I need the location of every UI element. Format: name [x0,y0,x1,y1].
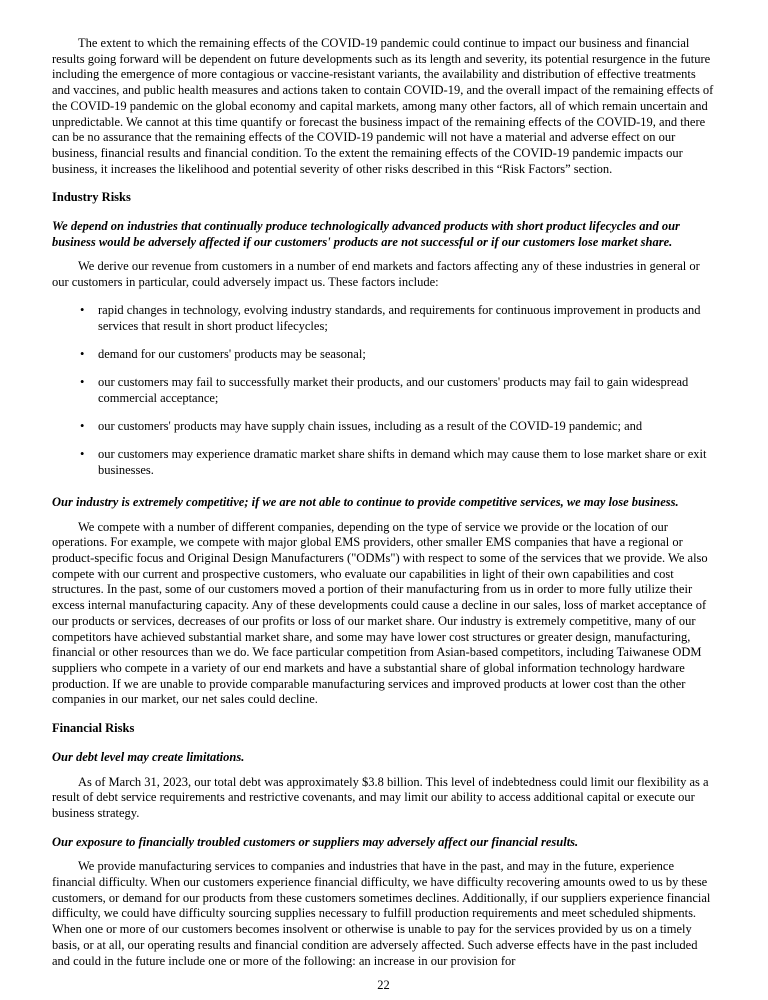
bullet-text: rapid changes in technology, evolving industry standards, and requirements for continuous improvement in products and services that result in short product lifecycles; [98,302,701,333]
bullet-icon: • [80,418,85,433]
page-number: 22 [377,978,390,993]
risk-factor-bullet-list [52,303,715,491]
paragraph-competition: We compete with a number of different companies, depending on the type of service we provide or the location of our operations. For example, we compete with major global EMS providers, other smaller EMS companies that have a regional or product-specific focus and Original Design Manufacturers ("ODMs") with respect to some of the services that we provide. We also compete with our current and prospective customers, who evaluate our capabilities in light of their own capabilities and cost structures. In the past, some of our customers moved a portion of their manufacturing from us in order to more fully utilize their excess internal manufacturing capacity. Any of these developments could cause a decline in our sales, loss of market acceptance of our products or services, decreases of our profits or loss of our market share. Our industry is extremely competitive, many of our competitors have achieved substantial market share, and some may have lower cost structures or greater design, manufacturing, financial or other resources than we do. We face particular competition from Asian-based competitors, including Taiwanese ODM suppliers who compete in a variety of our end markets and have a substantial share of global information technology hardware production. If we are unable to provide comparable manufacturing services and improved products at lower cost than the other companies in our market, our net sales could decline. [52,519,708,707]
paragraph-financially-troubled: We provide manufacturing services to companies and industries that have in the past, and may in the future, experience financial difficulty. When our customers experience financial difficulty, we have difficulty recovering amounts owed to us by these customers, or demand for our products from these customers sometimes declines. Additionally, if our suppliers experience financial difficulty, we could have difficulty sourcing supplies necessary to fulfill production requirements and meet scheduled shipments. When one or more of our customers becomes insolvent or otherwise is unable to pay for the services provided by us on a timely basis, or at all, our operating results and financial condition are adversely affected. Such adverse effects have in the past included and could in the future include one or more of the following: an increase in our provision for [52,859,711,968]
risk-statement-debt-level: Our debt level may create limitations. [52,749,245,764]
list-item [80,419,715,435]
risk-statement-financially-troubled: Our exposure to financially troubled customers or suppliers may adversely affect our financial results. [52,834,579,849]
list-item [80,347,715,363]
bullet-text: demand for our customers' products may be seasonal; [98,346,366,361]
bullet-text: our customers' products may have supply chain issues, including as a result of the COVID-19 pandemic; and [98,418,643,433]
bullet-icon: • [80,447,85,462]
paragraph-covid-impact: The extent to which the remaining effects of the COVID-19 pandemic could continue to impact our business and financial results going forward will be dependent on future developments such as its length and severity, its potential resurgence in the future including the emergence of more contagious or vaccine-resistant variants, the availability and distribution of effective treatments and vaccines, and public health measures and actions taken to contain COVID-19, and the overall impact of the remaining effects of the COVID-19 pandemic on the global economy and capital markets, among many other factors, all of which remain uncertain and unpredictable. We cannot at this time quantify or forecast the business impact of the remaining effects of the COVID-19, and there can be no assurance that the remaining effects of the COVID-19 pandemic will not have a material and adverse effect on our business, financial results and financial condition. To the extent the remaining effects of the COVID-19 pandemic impacts our business, it increases the likelihood and potential severity of other risks described in this “Risk Factors” section. [52,36,714,176]
bullet-text: our customers may fail to successfully market their products, and our customers' products may fail to gain widespread commercial acceptance; [98,374,689,405]
list-item [80,303,715,334]
bullet-icon: • [80,346,85,361]
bullet-icon: • [80,302,85,317]
paragraph-revenue-factors: We derive our revenue from customers in a number of end markets and factors affecting any of these industries in general or our customers in particular, could adversely impact us. These factors include: [52,259,700,290]
section-heading-industry-risks: Industry Risks [52,190,131,205]
paragraph-debt: As of March 31, 2023, our total debt was approximately $3.8 billion. This level of indebtedness could limit our flexibility as a result of debt service requirements and restrictive covenants, and may limit our ability to access additional capital or execute our business strategy. [52,774,709,820]
list-item [80,447,715,478]
bullet-icon: • [80,374,85,389]
bullet-text: our customers may experience dramatic market share shifts in demand which may cause them to lose market share or exit businesses. [98,447,707,477]
section-heading-financial-risks: Financial Risks [52,721,135,736]
list-item [80,375,715,406]
risk-statement-competition: Our industry is extremely competitive; if we are not able to continue to provide competitive services, we may lose business. [52,494,679,509]
risk-statement-product-lifecycles: We depend on industries that continually produce technologically advanced products with short product lifecycles and our business would be adversely affected if our customers' products are not successful or if our customers lose market share. [52,219,680,249]
